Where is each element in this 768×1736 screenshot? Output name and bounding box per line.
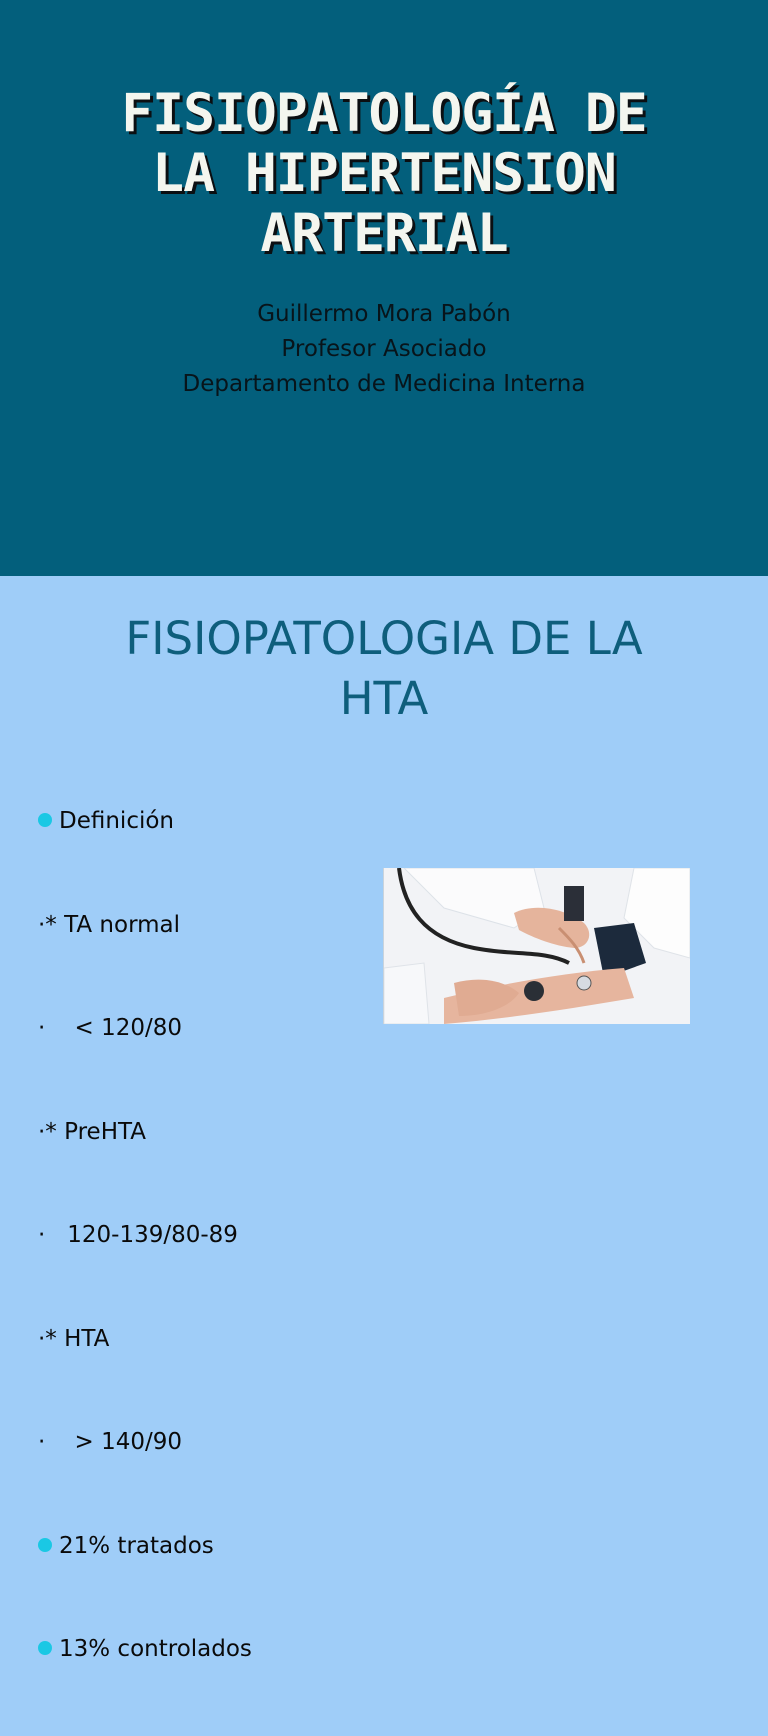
title-slide	[0, 0, 768, 576]
slide2-title-line-1: FISIOPATOLOGIA DE LA	[125, 612, 643, 665]
list-item: · > 140/90	[38, 1429, 183, 1455]
bullet-list	[38, 735, 378, 1736]
author-name: Guillermo Mora Pabón	[257, 301, 511, 327]
main-title-line-2: LA HIPERTENSION	[152, 143, 616, 204]
slide2-title-line-2: HTA	[339, 672, 429, 725]
main-title-line-3: ARTERIAL	[260, 203, 508, 264]
author-position: Profesor Asociado	[281, 336, 487, 362]
list-item: · 120-139/80-89	[38, 1222, 238, 1248]
list-item: Definición	[38, 804, 378, 839]
bullet-dot-icon	[38, 1641, 52, 1655]
author-block	[0, 297, 768, 402]
content-slide	[0, 576, 768, 1662]
blood-pressure-photo	[383, 868, 690, 1024]
list-item: 21% tratados	[38, 1529, 378, 1564]
slide2-title	[0, 609, 768, 729]
list-item: · < 120/80	[38, 1015, 183, 1041]
main-title	[0, 84, 768, 264]
bullet-dot-icon	[38, 1538, 52, 1552]
list-item: ·* PreHTA	[38, 1118, 146, 1145]
blood-pressure-measurement-icon	[384, 868, 690, 1024]
bullet-dot-icon	[38, 813, 52, 827]
main-title-line-1: FISIOPATOLOGÍA DE	[121, 83, 647, 144]
list-item: ·* TA normal	[38, 911, 181, 938]
list-item: 13% controlados	[38, 1632, 378, 1667]
author-department: Departamento de Medicina Interna	[182, 371, 586, 397]
list-item: ·* HTA	[38, 1325, 110, 1352]
